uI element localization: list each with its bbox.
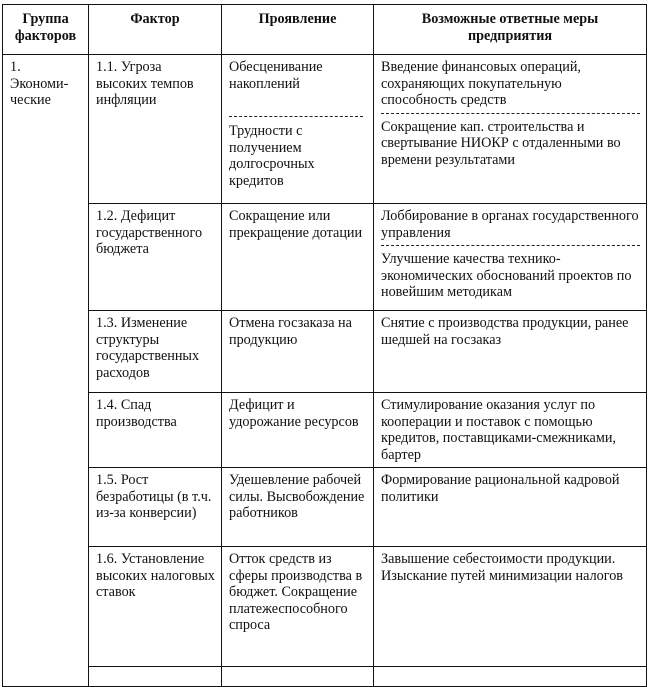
table-row: [3, 204, 647, 311]
manifestation-cell: [222, 468, 374, 547]
manifestation-cell: [222, 311, 374, 393]
measure-text: Снятие с производства продукции, ранее шедшей на госзаказ: [381, 315, 629, 348]
dashed-separator: [381, 245, 640, 246]
measures-cell: [374, 393, 647, 468]
risk-factors-table: [2, 4, 647, 687]
measure-text: Лоббирование в органах государственного управления: [381, 208, 639, 241]
manifestation-cell: [222, 393, 374, 468]
table-header-row: [3, 5, 647, 55]
header-factor: Фактор: [89, 5, 222, 55]
table-row: [3, 393, 647, 468]
table-row: [3, 55, 647, 204]
factor-group-economic: 1. Экономи-ческие: [3, 55, 89, 687]
measures-cell: [374, 55, 647, 204]
manifestation-text: Трудности с получением долгосрочных кредитов: [229, 123, 315, 189]
manifestation-text: Дефицит и удорожание ресурсов: [229, 397, 359, 430]
measures-cell: [374, 468, 647, 547]
measure-text: Введение финансовых операций, сохраняющих покупательную способность средств: [381, 59, 581, 109]
manifestation-text: Обесценивание накоплений: [229, 59, 323, 92]
manifestation-text: Сокращение или прекращение дотации: [229, 208, 363, 241]
table-row: [3, 468, 647, 547]
measures-cell: [374, 311, 647, 393]
table-row: [3, 311, 647, 393]
manifestation-text: Отток средств из сферы производства в бюджет. Сокращение платежеспособного спроса: [229, 551, 363, 634]
measure-text: Улучшение качества технико-экономических обоснований проектов по новейшим методикам: [381, 251, 632, 301]
header-factor-group: Группа факторов: [3, 5, 89, 55]
measure-text: Завышение себестоимости продукции. Изыскание путей минимизации налогов: [381, 551, 624, 584]
factor-cell: 1.3. Изменение структуры государственных расходов: [89, 311, 222, 393]
factor-cell: 1.4. Спад производства: [89, 393, 222, 468]
manifestation-text: Отмена госзаказа на продукцию: [229, 315, 352, 348]
measure-text: Сокращение кап. строительства и свертывание НИОКР с отдаленными во времени результатами: [381, 118, 621, 168]
manifestation-cell: [222, 547, 374, 667]
manifestation-text: Удешевление рабочей силы. Высвобождение работников: [229, 472, 365, 522]
factor-cell: 1.6. Установление высоких налоговых ставок: [89, 547, 222, 667]
dashed-separator: [381, 113, 640, 114]
factor-cell: 1.1. Угроза высоких темпов инфляции: [89, 55, 222, 204]
factor-cell: 1.2. Дефицит государственного бюджета: [89, 204, 222, 311]
manifestation-cell: [222, 204, 374, 311]
measure-text: Стимулирование оказания услуг по кооперации и поставок с помощью кредитов, поставщиками-смежниками, бартер: [381, 397, 616, 463]
manifestation-cell: [222, 55, 374, 204]
factor-cell: 1.5. Рост безработицы (в т.ч. из-за конверсии): [89, 468, 222, 547]
measures-cell: [374, 547, 647, 667]
table-row: [3, 547, 647, 667]
measures-cell: [374, 204, 647, 311]
dashed-separator: [229, 116, 363, 117]
header-response-measures: Возможные ответные меры предприятия: [374, 5, 647, 55]
header-manifestation: Проявление: [222, 5, 374, 55]
measure-text: Формирование рациональной кадровой политики: [381, 472, 620, 505]
